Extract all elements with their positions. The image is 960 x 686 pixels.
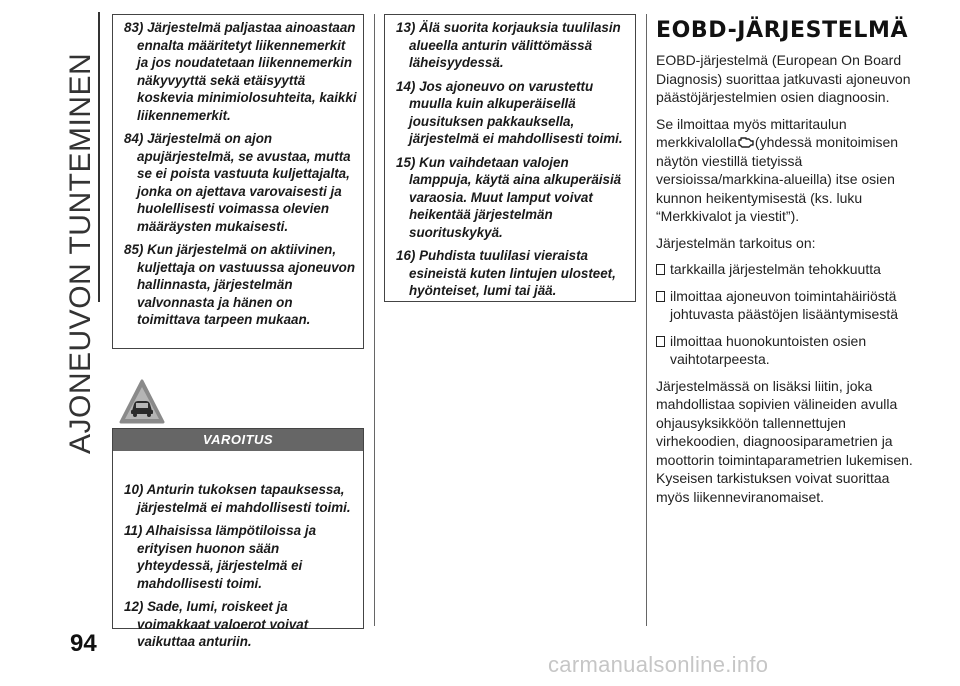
page-number: 94 (70, 630, 97, 657)
checkbox-bullet-icon (656, 291, 665, 302)
section-heading: EOBD-JÄRJESTELMÄ (656, 18, 909, 43)
list-item-text: tarkkailla järjestelmän tehokkuutta (670, 261, 881, 277)
list-item (656, 332, 916, 369)
note-item: 84) Järjestelmä on ajon apujärjestelmä, se avustaa, mutta se ei poista vastuuta kuljettajalta, jonka on ajettava varovaisesti ja huolellisesti voimassa olevien määräysten mukaisesti. (124, 131, 351, 234)
note-item: 16) Puhdista tuulilasi vieraista esineistä kuten lintujen ulosteet, hyönteiset, lumi tai jää. (396, 248, 616, 298)
note-item: 85) Kun järjestelmä on aktiivinen, kuljettaja on vastuussa ajoneuvon hallinnasta, järjestelmän valvonnasta ja hänen on toimittava tarpeen mukaan. (124, 242, 356, 327)
paragraph: Järjestelmässä on lisäksi liitin, joka mahdollistaa sopivien välineiden avulla ohjausyksikköön tallennettujen virhekoodien, diagnoosiparametrien ja moottorin toimintaparametrien lukemisen. Kyseisen tarkistuksen voivat suorittaa myös liikenneviranomaiset. (656, 377, 913, 505)
warning-header: VAROITUS (113, 429, 363, 451)
car-warning-triangle-icon (118, 378, 166, 426)
note-item: 83) Järjestelmä paljastaa ainoastaan ennalta määritetyt liikennemerkit ja jos noudatetaan liikennemerkin näkyvyyttä sekä etäisyyttä koskevia minimiolosuhteita, kaikki liikennemerkit. (124, 20, 357, 123)
checkbox-bullet-icon (656, 264, 665, 275)
note-item: 14) Jos ajoneuvo on varustettu muulla kuin alkuperäisellä jousituksen pakkauksella, järjestelmä ei mahdollisesti toimi. (396, 78, 623, 146)
warning-item: 11) Alhaisissa lämpötiloissa ja erityisen huonon sään yhteydessä, järjestelmä ei mahdollisesti toimi. (124, 523, 317, 591)
paragraph: EOBD-järjestelmä (European On Board Diagnosis) suorittaa jatkuvasti ajoneuvon päästöjärjestelmien osien diagnoosin. (656, 52, 911, 105)
watermark: carmanualsonline.info (548, 652, 769, 677)
notes-box-2 (384, 14, 636, 302)
notes-box-1 (112, 14, 364, 349)
warning-box (112, 428, 364, 649)
section-side-title: AJONEUVON TUNTEMINEN (64, 52, 97, 454)
eobd-section (656, 18, 916, 514)
warning-item: 12) Sade, lumi, roiskeet ja voimakkaat valoerot voivat vaikuttaa anturiin. (124, 599, 309, 649)
engine-check-icon (737, 136, 755, 148)
list-item-text: ilmoittaa ajoneuvon toimintahäiriöstä johtuvasta päästöjen lisääntymisestä (670, 287, 899, 322)
paragraph: Järjestelmän tarkoitus on: (656, 234, 816, 251)
list-item (656, 260, 916, 279)
paragraph-part: Se ilmoittaa myös mittaritaulun merkkivalolla (656, 115, 847, 150)
paragraph (656, 115, 916, 226)
column-divider (374, 14, 375, 626)
warning-item: 10) Anturin tukoksen tapauksessa, järjestelmä ei mahdollisesti toimi. (124, 482, 351, 515)
list-item (656, 287, 916, 324)
note-item: 15) Kun vaihdetaan valojen lamppuja, käytä aina alkuperäisiä varaosia. Muut lamput voivat heikentää järjestelmän suorituskykyä. (396, 154, 622, 240)
paragraph-part: (yhdessä monitoimisen näytön viestillä tietyissä versioissa/markkina-alueilla) itse osien kunnon heikentymisestä (ks. luku “Merkkivalot ja viestit”). (656, 134, 899, 224)
column-divider (646, 14, 647, 626)
note-item: 13) Älä suorita korjauksia tuulilasin alueella anturin välittömässä läheisyydessä. (396, 20, 621, 70)
list-item-text: ilmoittaa huonokuntoisten osien vaihtotarpeesta. (670, 332, 867, 367)
side-rule (98, 12, 100, 302)
checkbox-bullet-icon (656, 336, 665, 347)
